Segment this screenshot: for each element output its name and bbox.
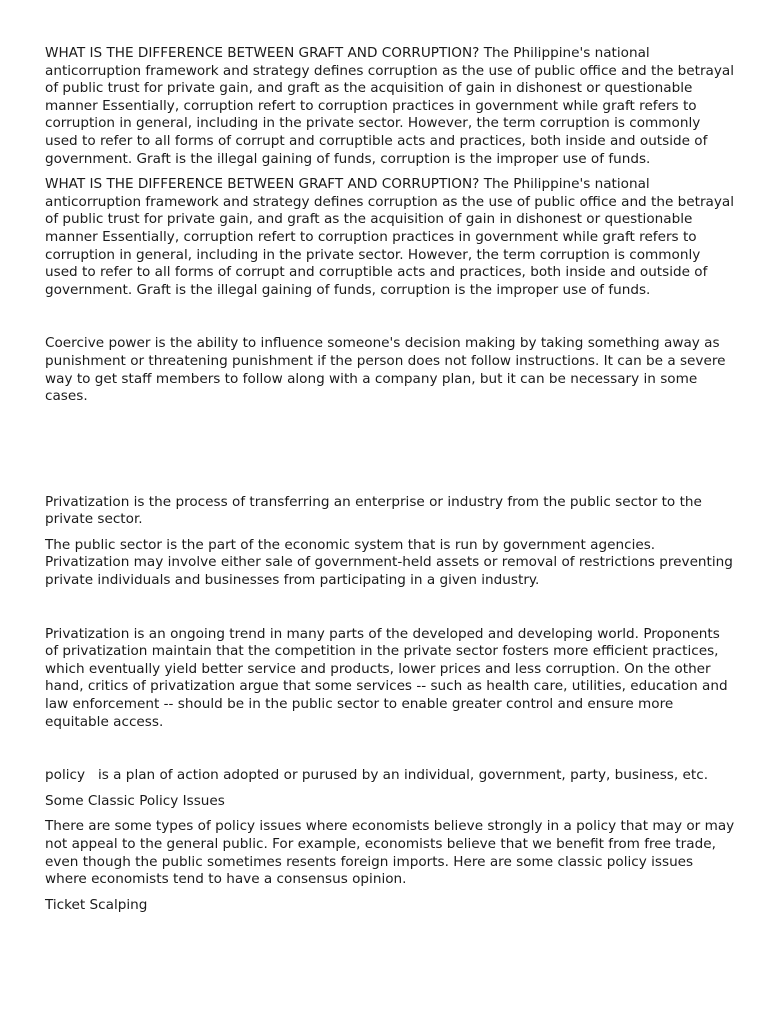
spacer: [45, 299, 735, 335]
paragraph-privatization-trend: Privatization is an ongoing trend in many parts of the developed and developing world. Proponents of privatization maintain that the competition in the private sector fosters more efficient practices, which eventually yield better service and products, lower prices and less corruption. On the other hand, critics of privatization argue that some services -- such as health care, utilities, education and law enforcement -- should be in the public sector to enable greater control and ensure more equitable access.: [45, 625, 728, 730]
spacer: [45, 731, 735, 767]
paragraph-policy-definition: policy is a plan of action adopted or purused by an individual, government, party, business, etc.: [45, 767, 709, 784]
document-page: [45, 45, 735, 914]
spacer: [45, 889, 735, 897]
spacer: [45, 529, 735, 537]
paragraph-graft-corruption-1: WHAT IS THE DIFFERENCE BETWEEN GRAFT AND CORRUPTION? The Philippine's national anticorruption framework and strategy defines corruption as the use of public office and the betrayal of public trust for private gain, and graft as the acquisition of gain in dishonest or questionable manner Essentially, corruption refert to corruption practices in government while graft refers to corruption in general, including in the private sector. However, the term corruption is commonly used to refer to all forms of corrupt and corruptible acts and practices, both inside and outside of government. Graft is the illegal gaining of funds, corruption is the improper use of funds.: [45, 45, 735, 167]
paragraph-coercive-power: Coercive power is the ability to influence someone's decision making by taking something away as punishment or threatening punishment if the person does not follow instructions. It can be a severe way to get staff members to follow along with a company plan, but it can be necessary in some cases.: [45, 335, 726, 405]
paragraph-graft-corruption-2: WHAT IS THE DIFFERENCE BETWEEN GRAFT AND CORRUPTION? The Philippine's national anticorruption framework and strategy defines corruption as the use of public office and the betrayal of public trust for private gain, and graft as the acquisition of gain in dishonest or questionable manner Essentially, corruption refert to corruption practices in government while graft refers to corruption in general, including in the private sector. However, the term corruption is commonly used to refer to all forms of corrupt and corruptible acts and practices, both inside and outside of government. Graft is the illegal gaining of funds, corruption is the improper use of funds.: [45, 176, 735, 298]
paragraph-policy-issues: There are some types of policy issues where economists believe strongly in a policy that may or may not appeal to the general public. For example, economists believe that we benefit from free trade, even though the public sometimes resents foreign imports. Here are some classic policy issues where economists tend to have a consensus opinion.: [45, 818, 735, 888]
spacer: [45, 168, 735, 176]
spacer: [45, 590, 735, 626]
spacer: [45, 810, 735, 818]
heading-ticket-scalping: Ticket Scalping: [45, 896, 148, 913]
spacer: [45, 406, 735, 494]
paragraph-public-sector: The public sector is the part of the economic system that is run by government agencies. Privatization may involve either sale of government-held assets or removal of restrictions preventing private individuals and businesses from participating in a given industry.: [45, 536, 733, 589]
heading-classic-policy-issues: Some Classic Policy Issues: [45, 792, 225, 809]
paragraph-privatization-definition: Privatization is the process of transferring an enterprise or industry from the public sector to the private sector.: [45, 493, 702, 528]
spacer: [45, 785, 735, 793]
